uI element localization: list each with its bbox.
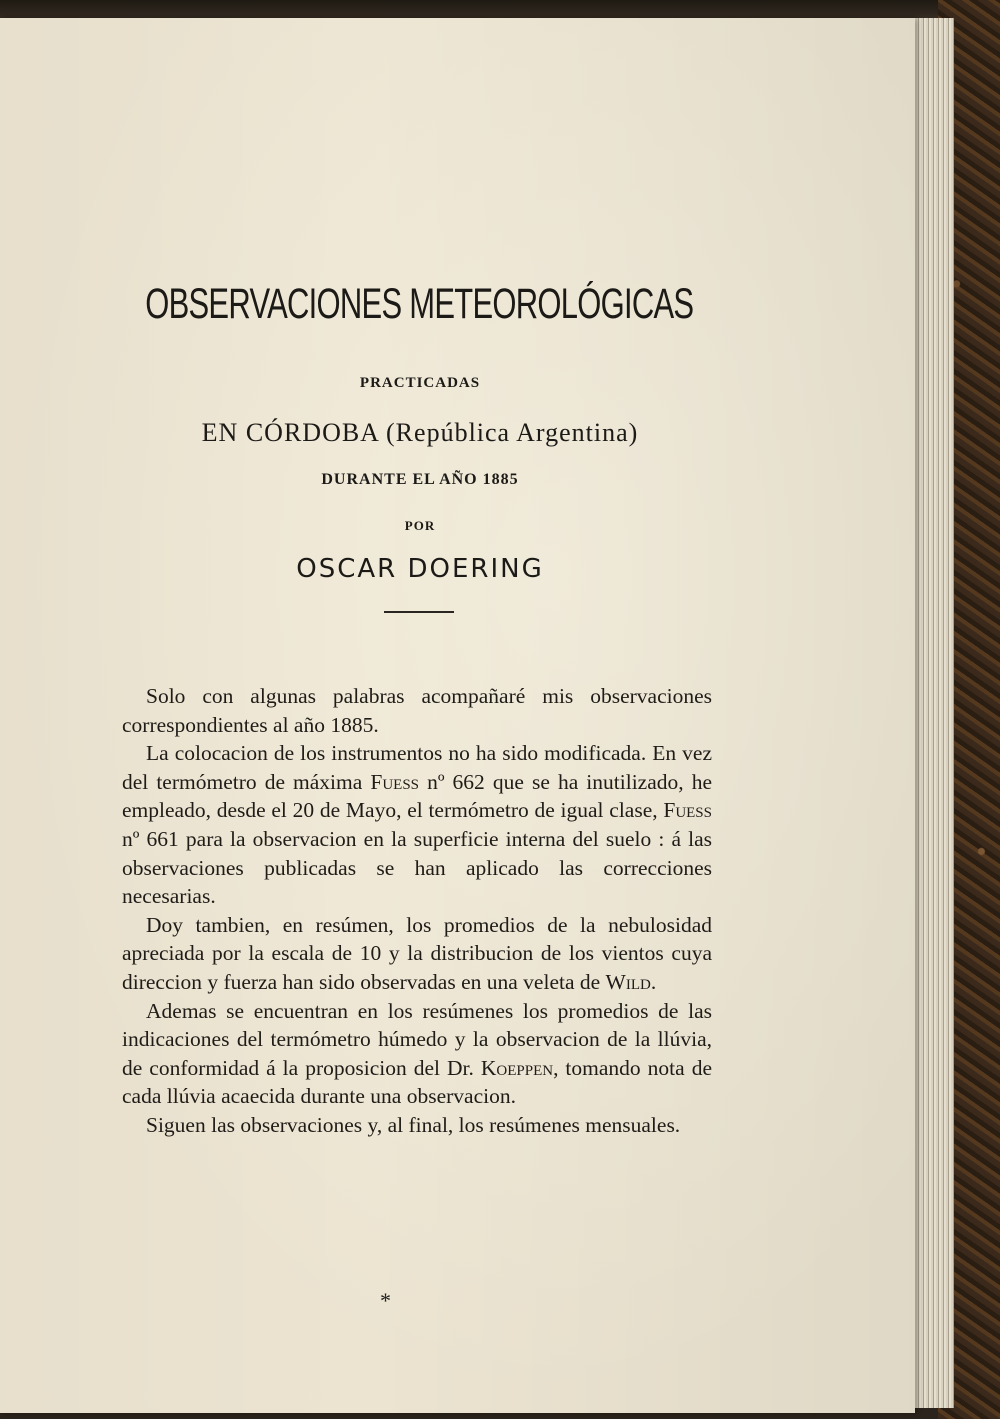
paragraph	[122, 1111, 712, 1140]
author-name: OSCAR DOERING	[296, 554, 544, 584]
paragraph	[122, 682, 712, 739]
paragraph-text: Doy tambien, en resúmen, los promedios de la nebulosidad apreciada por la escala de 10 y la distribucion de los vientos cuya direccion y fuerza han sido observadas en una veleta de	[122, 912, 712, 994]
small-caps-name: Fuess	[370, 769, 420, 794]
divider-rule	[384, 611, 454, 613]
paragraph-text: Ademas se encuentran en los resúmenes los promedios de las indicaciones del termómetro húmedo y la observacion de la llúvia, de conformidad á la proposicion del Dr.	[122, 998, 712, 1080]
paragraph-text: La colocacion de los instrumentos no ha sido modificada. En vez del termómetro de máxima	[122, 741, 712, 794]
paragraph-text: , tomando nota de cada llúvia acaecida durante una observacion.	[122, 1055, 712, 1109]
paragraph	[122, 739, 712, 911]
subtitle-por: POR	[404, 518, 436, 533]
small-caps-name: Fuess	[663, 798, 712, 823]
small-caps-name: Wild	[605, 969, 651, 994]
page-title: OBSERVACIONES METEOROLÓGICAS	[145, 280, 694, 328]
subtitle-year: DURANTE EL AÑO 1885	[321, 471, 519, 488]
book-page	[0, 18, 915, 1413]
signature-mark: *	[380, 1288, 391, 1313]
paragraph-text: Solo con algunas palabras acompañaré mis observaciones correspondientes al año 1885.	[122, 684, 712, 737]
paragraph-text: nº 662 que se ha inutilizado, he empleado, desde el 20 de Mayo, el termómetro de igual clase,	[122, 769, 712, 823]
body-text	[122, 682, 712, 1140]
subtitle-practicadas: PRACTICADAS	[359, 375, 481, 391]
small-caps-name: Koeppen	[480, 1055, 554, 1080]
paragraph-text: .	[650, 969, 657, 994]
paragraph-text: nº 661 para la observacion en la superficie interna del suelo : á las observaciones publicadas se han aplicado las correcciones necesarias.	[122, 826, 712, 909]
paragraph	[122, 997, 712, 1111]
paragraph	[122, 911, 712, 997]
subtitle-place: EN CÓRDOBA (República Argentina)	[201, 418, 639, 447]
paragraph-text: Siguen las observaciones y, al final, los resúmenes mensuales.	[146, 1112, 681, 1137]
